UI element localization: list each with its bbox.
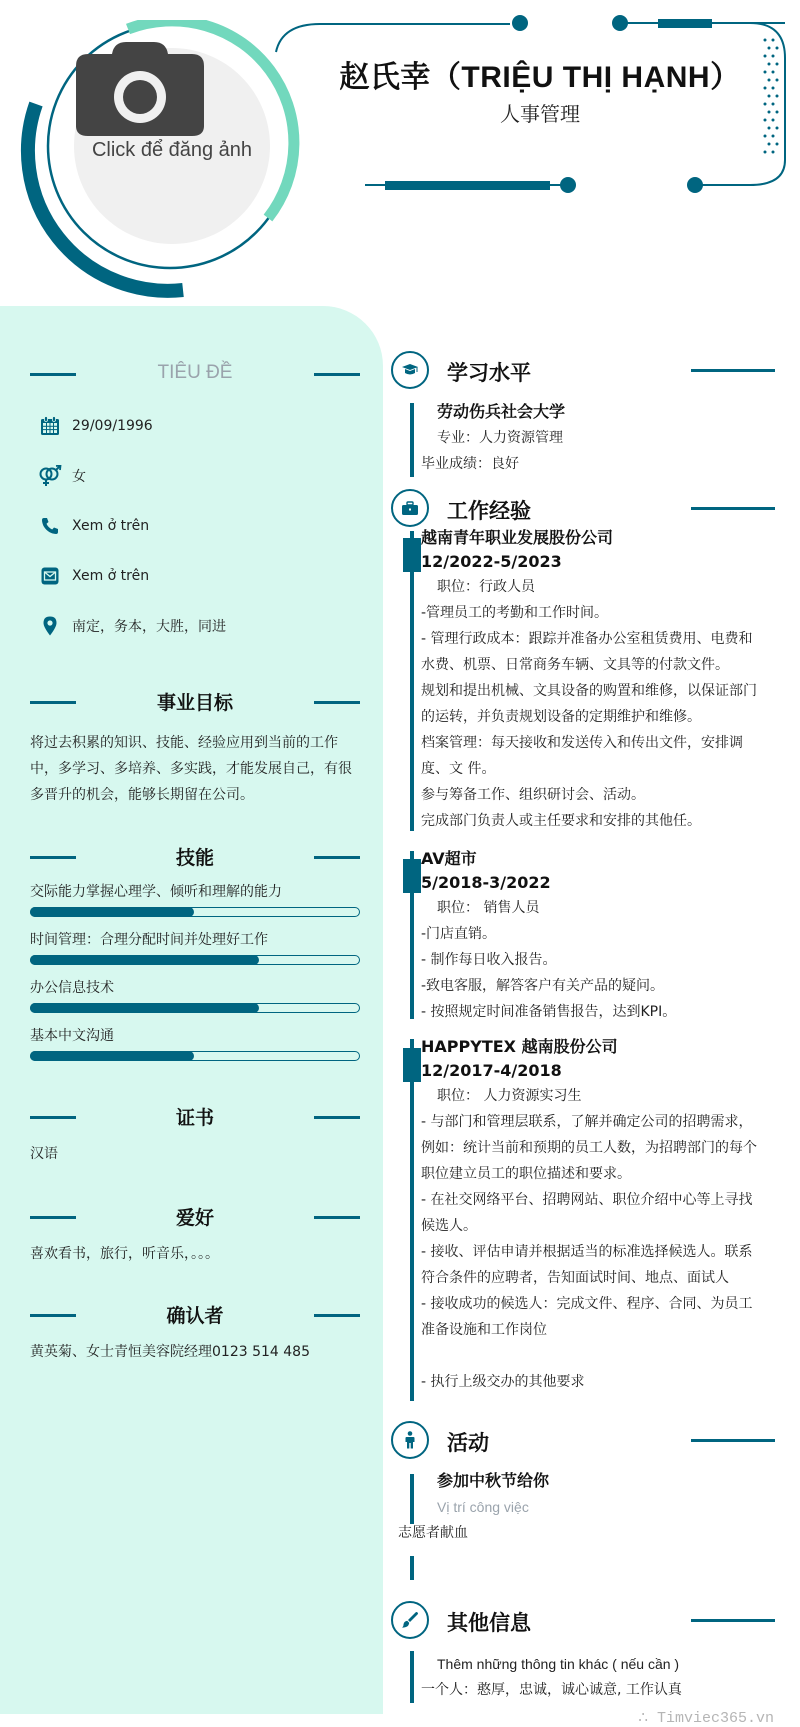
job-entry[interactable] <box>421 1035 791 1395</box>
company-name[interactable]: AV超市 <box>421 849 477 868</box>
personal-info-title[interactable]: TIÊU ĐỀ <box>157 362 233 383</box>
watermark: ∴ Timviec365.vn <box>638 1710 774 1727</box>
email-value: Xem ở trên <box>72 568 150 584</box>
description-line: 完成部门负责人或主任要求和安排的其他任。 <box>421 813 701 829</box>
calendar-icon <box>38 414 62 438</box>
hobbies-heading <box>30 1201 360 1231</box>
address-value: 南定，务本，大胜，同进 <box>72 619 226 635</box>
major[interactable]: 专业：人力资源管理 <box>437 430 563 446</box>
job-entry[interactable] <box>421 526 791 834</box>
description-line: - 接收、评估申请并根据适当的标准选择候选人。联系 <box>421 1244 753 1260</box>
other-info-text[interactable]: 一个人：憨厚，忠诚，诚心诚意, 工作认真 <box>421 1682 682 1698</box>
personal-info-heading <box>30 358 360 388</box>
upload-photo-label: Click để đăng ảnh <box>91 138 253 161</box>
job-entry[interactable] <box>421 847 791 1025</box>
section-divider <box>691 369 775 372</box>
description-line: -门店直销。 <box>421 926 497 942</box>
timeline-line <box>410 1651 414 1703</box>
other-info-heading <box>391 1601 775 1641</box>
description-line: - 与部门和管理层联系，了解并确定公司的招聘需求， <box>421 1114 753 1130</box>
location-icon <box>38 614 62 638</box>
certificates-heading <box>30 1101 360 1131</box>
activities-heading <box>391 1421 775 1461</box>
objective-heading <box>30 686 360 716</box>
skill-progress-fill <box>30 1051 194 1061</box>
personal-info-section <box>30 358 360 664</box>
description-line: - 执行上级交办的其他要求 <box>421 1374 585 1390</box>
timeline-line <box>410 403 414 477</box>
skill-label: 交际能力掌握心理学、倾听和理解的能力 <box>30 884 282 900</box>
email-row[interactable] <box>30 564 360 588</box>
phone-row[interactable] <box>30 514 360 538</box>
description-line: - 在社交网络平台、招聘网站、职位介绍中心等上寻找 <box>421 1192 753 1208</box>
activity-description[interactable] <box>398 1520 768 1546</box>
experience-heading <box>391 489 775 529</box>
paintbrush-icon <box>391 1601 429 1639</box>
other-info-entry[interactable] <box>421 1651 791 1703</box>
skill-progress-bar <box>30 1051 360 1061</box>
company-name[interactable]: 越南青年职业发展股份公司 <box>421 528 614 547</box>
description-line: 水费、机票、日常商务车辆、文具等的付款文件。 <box>421 657 729 673</box>
skill-progress-bar <box>30 1003 360 1013</box>
section-divider <box>691 1619 775 1622</box>
objective-section <box>30 686 360 808</box>
description-line: 符合条件的应聘者，告知面试时间、地点、面试人 <box>421 1270 729 1286</box>
description-line: - 接收成功的候选人：完成文件、程序、合同、为员工 <box>421 1296 753 1312</box>
briefcase-icon <box>391 489 429 527</box>
upload-photo-button[interactable] <box>74 48 270 244</box>
description-line: - 制作每日收入报告。 <box>421 952 557 968</box>
skills-list <box>30 881 360 1061</box>
job-position[interactable]: 职位： 人力资源实习生 <box>437 1088 582 1104</box>
skill-progress-fill <box>30 955 260 965</box>
references-title[interactable]: 确认者 <box>166 1304 224 1327</box>
education-entry[interactable] <box>421 399 791 477</box>
job-position[interactable]: 职位： 销售人员 <box>437 900 540 916</box>
description-line: 参与筹备工作、组织研讨会、活动。 <box>421 787 645 803</box>
job-description[interactable] <box>421 921 791 1025</box>
birthdate-value: 29/09/1996 <box>72 418 153 434</box>
job-title[interactable]: 人事管理 <box>500 102 580 126</box>
activity-name[interactable]: 参加中秋节给你 <box>437 1471 550 1490</box>
person-icon <box>391 1421 429 1459</box>
certificates-section <box>30 1101 360 1167</box>
section-divider <box>691 507 775 510</box>
description-line: 准备设施和工作岗位 <box>421 1322 547 1338</box>
description-line: - 按照规定时间准备销售报告，达到KPI。 <box>421 1004 677 1020</box>
skill-label: 基本中文沟通 <box>30 1028 114 1044</box>
skill-label: 时间管理：合理分配时间并处理好工作 <box>30 932 268 948</box>
description-line: -致电客服，解答客户有关产品的疑问。 <box>421 978 665 994</box>
birthdate-row[interactable] <box>30 414 360 438</box>
phone-icon <box>38 514 62 538</box>
avatar-area <box>18 20 298 292</box>
skills-title[interactable]: 技能 <box>175 846 214 869</box>
job-position[interactable]: 职位：行政人员 <box>437 579 535 595</box>
school-name[interactable]: 劳动伤兵社会大学 <box>437 402 566 421</box>
skill-progress-bar <box>30 907 360 917</box>
references-section <box>30 1299 360 1365</box>
gender-row[interactable] <box>30 464 360 488</box>
description-line: 的运转，并负责规划设备的定期维护和维修。 <box>421 709 701 725</box>
timeline-marker <box>403 1048 421 1082</box>
other-info-title[interactable]: 其他信息 <box>447 1611 531 1635</box>
company-name[interactable]: HAPPYTEX 越南股份公司 <box>421 1037 618 1056</box>
phone-value: Xem ở trên <box>72 518 150 534</box>
section-divider <box>691 1439 775 1442</box>
skill-progress-fill <box>30 907 194 917</box>
description-line: 档案管理：每天接收和发送传入和传出文件，安排调 <box>421 735 743 751</box>
education-heading <box>391 351 775 391</box>
name-block <box>330 52 750 127</box>
activities-title[interactable]: 活动 <box>447 1431 489 1455</box>
other-info-hint[interactable]: Thêm những thông tin khác ( nếu cần ) <box>437 1656 680 1672</box>
candidate-name[interactable]: 赵氏幸（TRIỆU THỊ HẠNH） <box>339 61 741 94</box>
grade[interactable]: 毕业成绩：良好 <box>421 456 519 472</box>
gender-value: 女 <box>72 469 86 485</box>
references-heading <box>30 1299 360 1329</box>
description-line: -管理员工的考勤和工作时间。 <box>421 605 609 621</box>
education-title[interactable]: 学习水平 <box>447 361 531 385</box>
description-line <box>421 1343 791 1369</box>
camera-icon <box>74 40 206 138</box>
graduation-cap-icon <box>391 351 429 389</box>
hobbies-section <box>30 1201 360 1267</box>
skill-label: 办公信息技术 <box>30 980 114 996</box>
skill-item[interactable] <box>30 1025 360 1061</box>
job-period[interactable]: 12/2017-4/2018 <box>421 1061 562 1080</box>
skill-item[interactable] <box>30 929 360 965</box>
timeline-line <box>410 1039 414 1401</box>
skill-progress-bar <box>30 955 360 965</box>
description-line: - 管理行政成本：跟踪并准备办公室租赁费用、电费和 <box>421 631 753 647</box>
description-line: 候选人。 <box>421 1218 477 1234</box>
skills-heading <box>30 841 360 871</box>
job-description[interactable] <box>421 600 791 834</box>
certificates-text[interactable]: 汉语 <box>30 1146 58 1162</box>
activity-description-text: 志愿者献血 <box>398 1525 468 1541</box>
cv-header <box>0 0 800 306</box>
description-line: 度、文 件。 <box>421 761 496 777</box>
email-icon <box>38 564 62 588</box>
job-period[interactable]: 12/2022-5/2023 <box>421 552 562 571</box>
skill-item[interactable] <box>30 977 360 1013</box>
timeline-line <box>410 1556 414 1580</box>
certificates-title[interactable]: 证书 <box>175 1106 214 1129</box>
timeline-line <box>410 1474 414 1524</box>
hobbies-title[interactable]: 爱好 <box>175 1206 214 1229</box>
description-line: 例如：统计当前和预期的员工人数，为招聘部门的每个 <box>421 1140 757 1156</box>
skills-section <box>30 841 360 1073</box>
description-line: 职位建立员工的职位描述和要求。 <box>421 1166 631 1182</box>
job-period[interactable]: 5/2018-3/2022 <box>421 873 551 892</box>
references-text[interactable]: 黄英菊、女士青恒美容院经理0123 514 485 <box>30 1344 310 1360</box>
description-line: 规划和提出机械、文具设备的购置和维修，以保证部门 <box>421 683 757 699</box>
activity-entry[interactable] <box>421 1468 791 1520</box>
skill-item[interactable] <box>30 881 360 917</box>
experience-title[interactable]: 工作经验 <box>447 499 531 523</box>
gender-icon <box>38 464 62 488</box>
timeline-line <box>410 531 414 831</box>
sidebar <box>0 306 383 1714</box>
address-row[interactable] <box>30 614 360 638</box>
timeline-marker <box>403 859 421 893</box>
objective-title[interactable]: 事业目标 <box>156 691 233 714</box>
skill-progress-fill <box>30 1003 260 1013</box>
timeline-marker <box>403 538 421 572</box>
job-description[interactable] <box>421 1109 791 1395</box>
hobbies-text[interactable]: 喜欢看书，旅行，听音乐，。。。 <box>30 1246 219 1262</box>
activity-role-placeholder[interactable]: Vị trí công việc <box>437 1499 529 1515</box>
objective-text[interactable]: 将过去积累的知识、技能、经验应用到当前的工作中，多学习、多培养、多实践，才能发展自己，有很多晋升的机会，能够长期留在公司。 <box>30 735 352 803</box>
